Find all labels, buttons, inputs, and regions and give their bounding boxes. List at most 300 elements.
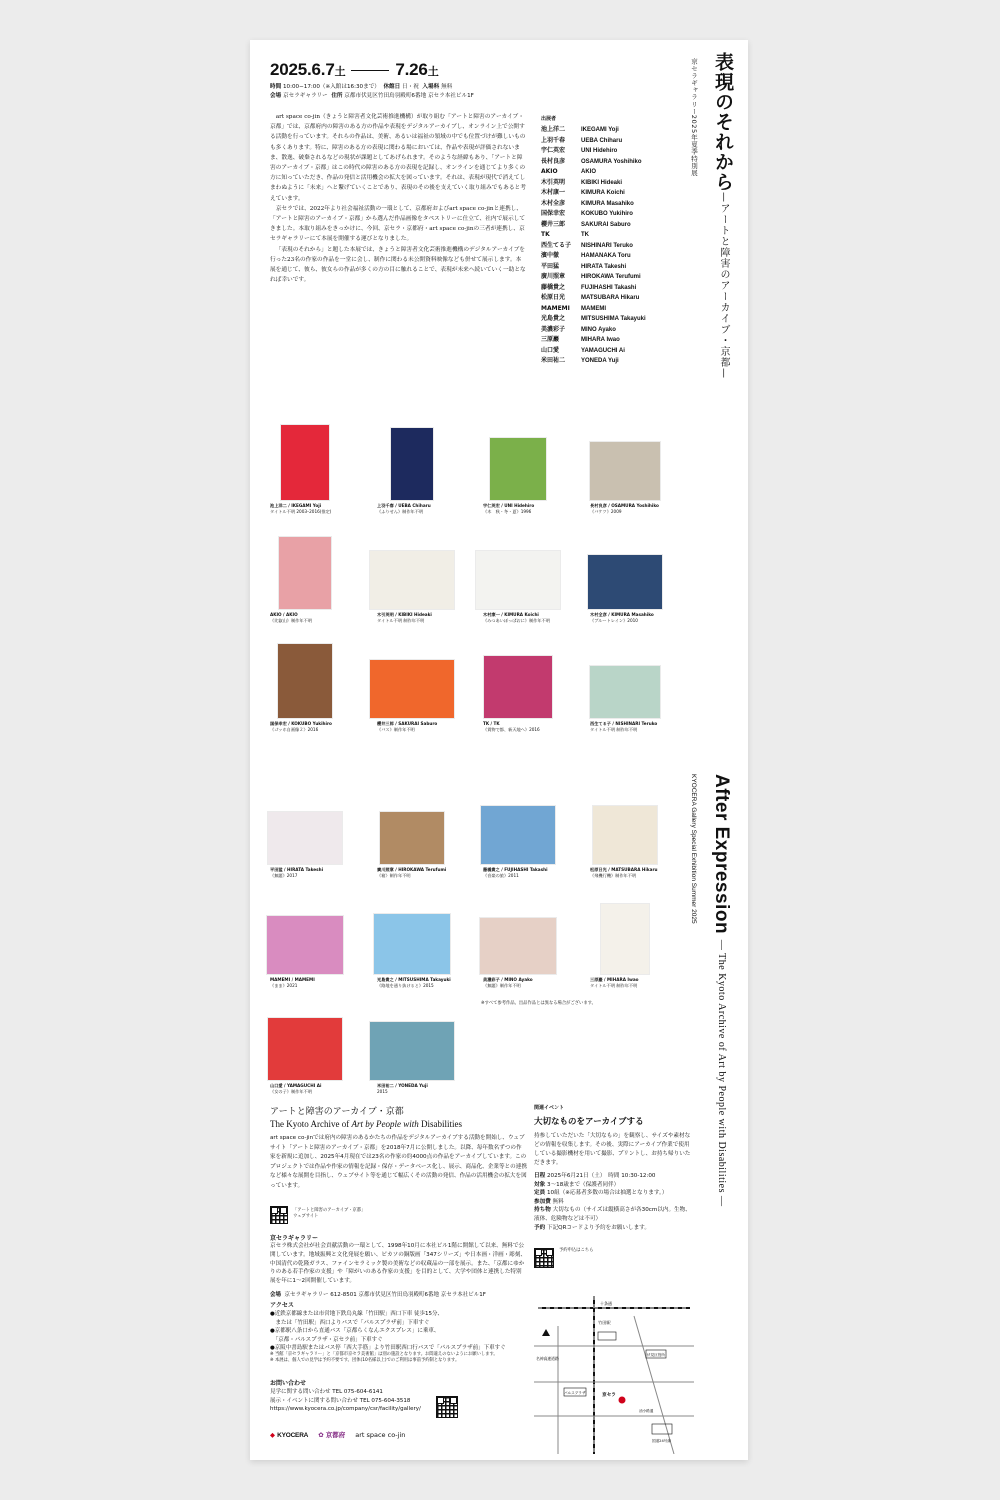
artwork-caption	[377, 977, 497, 988]
info-line-1	[270, 83, 452, 91]
artwork-card	[270, 418, 390, 514]
artist-row	[541, 241, 646, 252]
artist-row	[541, 262, 646, 273]
event-detail-value: 無料	[552, 1198, 564, 1205]
artist-row	[541, 325, 646, 336]
artwork-artist: 光島貴之 / MITSUSHIMA Takayuki	[377, 977, 451, 982]
artwork-caption	[483, 503, 603, 514]
event-title: 大切なものをアーカイブする	[534, 1117, 644, 1127]
event-detail-key: 定員	[534, 1190, 546, 1197]
artwork-artist: 平田猛 / HIRATA Takeshi	[270, 867, 324, 872]
artwork-image	[484, 656, 552, 718]
artwork-image	[490, 438, 546, 500]
archive-qr-caption-2: ウェブサイト	[293, 1213, 319, 1219]
artwork-title: タイトル不明 2003–2016(推定)	[270, 508, 332, 514]
access-section	[270, 1302, 530, 1364]
artist-name-en: KOKUBO Yukihiro	[581, 211, 633, 217]
closed-label: 休館日	[383, 84, 401, 90]
artist-name-en: NISHINARI Teruko	[581, 242, 633, 249]
archive-en-c: Disabilities	[418, 1119, 462, 1129]
address-label: 住所	[331, 93, 343, 99]
artwork-title: 《飛機行機》制作年不明	[590, 872, 637, 878]
artwork-card	[377, 636, 497, 732]
event-section	[534, 1104, 694, 1232]
kyotofu-mark-icon: ✿	[318, 1431, 324, 1439]
artwork-image	[268, 1018, 342, 1080]
artist-name-ja: 池上洋二	[541, 126, 566, 133]
archive-qr-caption	[293, 1208, 365, 1219]
artwork-artist: 宇仁英宏 / UNI Hidehiro	[483, 503, 535, 508]
artist-row	[541, 230, 646, 241]
title-en-kicker: KYOCERA Gallery Special Exhibition Summer 2025	[690, 774, 697, 924]
artwork-image	[481, 806, 555, 864]
dow-start: 土	[334, 66, 346, 78]
archive-heading-en	[270, 1119, 462, 1129]
artist-name-ja: 長村良彦	[541, 157, 566, 165]
artwork-caption	[483, 612, 603, 623]
artwork-image	[281, 425, 329, 500]
artwork-image	[601, 904, 649, 974]
artwork-caption	[590, 612, 710, 623]
artwork-card	[590, 782, 710, 878]
artwork-card	[377, 892, 497, 988]
artwork-artist: 藤橋貴之 / FUJIHASHI Takashi	[483, 867, 548, 872]
artwork-card	[483, 636, 603, 732]
artwork-artist: 木村全彦 / KIMURA Masahiko	[590, 612, 654, 617]
access-item: ●近鉄京都線または市営地下鉄烏丸線「竹田駅」西口下車 徒歩15分、	[270, 1311, 444, 1318]
map-label-jujo: 十条通	[600, 1301, 612, 1306]
artist-row	[541, 283, 646, 294]
event-detail-key: 日程	[534, 1173, 546, 1179]
gallery-venue-value: 京セラギャラリー 612-8501 京都市伏見区竹田鳥羽殿町6番地 京セラ本社ビル1F	[284, 1292, 486, 1298]
reference-note: ※すべて参考作品。出品作品とは異なる場合がございます。	[481, 1001, 596, 1006]
artwork-frame	[483, 892, 603, 974]
artwork-frame	[270, 892, 390, 974]
artwork-card	[270, 782, 390, 878]
event-detail-row	[534, 1224, 694, 1233]
artist-name-ja: 西生てる子	[541, 241, 572, 249]
artwork-image	[370, 551, 454, 609]
artists-list	[541, 125, 646, 367]
artist-name-en: MINO Ayako	[581, 326, 616, 333]
artwork-title: 《ゴッホ自画像２》2016	[270, 726, 319, 732]
artist-row	[541, 125, 646, 136]
intro-paragraph: art space co-jin（きょうと障害者文化芸術推進機構）が取り組む「アートと障害のアーカイブ・京都」では、京都府内の障害のある方の作品や表現をデジタルアーカイブし、オンライン上で公開する活動を行っています。それらの作品は、美術、あるいは福祉の領域の中でも位置づけが難しいものも多くあります。特に、障害のある方の表現に関わる場においては、作品や表現が評価されないまま、散逸、破棄されるなどの現状が課題としてあげられます。そのような経緯もあり、「アートと障害のアーカイブ・京都」はこの時代の障害のある方の表現を記録し、オンラインを通じてより多くの方に知っていただき、作品の発信と活用機会の拡大を図っています。それは、表現が現代で消えてしまわぬように「未来」へと繋げていくことであり、表現のその後を支えていく取り組みでもあると考えています。	[270, 114, 526, 202]
kyocera-mark-icon: ◆	[270, 1430, 275, 1439]
archive-qr-code[interactable]	[270, 1206, 288, 1224]
artwork-artist: 美濃彩子 / MINO Ayako	[483, 977, 533, 982]
artwork-caption	[483, 721, 603, 732]
artwork-card	[590, 636, 710, 732]
artwork-title: 《女の子》制作年不明	[270, 1088, 312, 1094]
intro-paragraph: 「表現のそれから」と題した本展では、きょうと障害者文化芸術推進機構のデジタルアーカイブを行った23名の作家の作品を一堂に会し、制作に関わる未公開資料映像なども併せて展示します。本展を通じて、彼ら、彼女らの作品が多くの方の目に触れることで、表現が未来へ続いていく一助となれば幸いです。	[270, 246, 526, 284]
artwork-artist: 松原日光 / MATSUBARA Hikaru	[590, 867, 658, 872]
artist-row	[541, 220, 646, 231]
artwork-artist: 木引英明 / KIBIKI Hideaki	[377, 612, 432, 617]
artwork-card	[483, 418, 603, 514]
artist-row	[541, 356, 646, 367]
artwork-title: タイトル不明 制作年不明	[590, 726, 638, 732]
artwork-image	[370, 1022, 454, 1080]
artwork-caption	[270, 721, 390, 732]
artwork-frame	[590, 636, 710, 718]
artwork-image	[476, 551, 560, 609]
artwork-title: 《無題》2017	[270, 872, 298, 878]
artwork-card	[377, 998, 497, 1094]
event-detail-value: 10組（※応募者多数の場合は抽選となります。）	[546, 1190, 668, 1197]
artwork-image	[593, 806, 657, 864]
event-detail-row	[534, 1181, 694, 1190]
artwork-frame	[590, 782, 710, 864]
artist-name-en: KIMURA Koichi	[581, 190, 625, 196]
fee-value: 無料	[440, 84, 453, 90]
artist-name-en: IKEGAMI Yoji	[581, 127, 619, 133]
artist-row	[541, 251, 646, 262]
artist-name-en: KIMURA Masahiko	[581, 200, 634, 207]
artist-row	[541, 346, 646, 357]
event-detail-row	[534, 1198, 694, 1207]
artist-name-ja: 三原巖	[541, 336, 560, 343]
event-qr-code[interactable]	[534, 1248, 554, 1268]
artwork-title: 《木 秋・冬・夏》1996	[483, 508, 532, 514]
artist-name-en: YONEDA Yuji	[581, 358, 619, 364]
artist-name-en: AKIO	[581, 169, 596, 175]
artwork-frame	[483, 782, 603, 864]
archive-en-a: The Kyoto Archive of	[270, 1119, 352, 1129]
artwork-title: タイトル不明 制作年不明	[590, 982, 638, 988]
artist-name-en: HIRATA Takeshi	[581, 263, 627, 270]
artist-name-ja: 木引英明	[541, 178, 566, 186]
artwork-image	[590, 442, 660, 500]
contact-line-1: 見学に関する問い合わせ TEL 075-604-6141	[270, 1389, 383, 1396]
artwork-caption	[270, 867, 390, 878]
archive-qr-caption-1: 「アートと障害のアーカイブ・京都」	[293, 1208, 366, 1213]
artwork-frame	[590, 418, 710, 500]
access-items	[270, 1310, 530, 1352]
artwork-caption	[590, 503, 710, 514]
artwork-caption	[377, 721, 497, 732]
artwork-image	[590, 666, 660, 718]
archive-heading: アートと障害のアーカイブ・京都	[270, 1107, 404, 1117]
artwork-title: 《路地を通り抜けると》2015	[377, 982, 434, 988]
artist-name-en: YAMAGUCHI Ai	[581, 347, 625, 354]
artwork-frame	[483, 636, 603, 718]
access-item: 「京都・パルスプラザ・京セラ前」下車すぐ	[270, 1336, 383, 1343]
event-detail-key: 持ち物	[534, 1207, 551, 1214]
artist-name-en: FUJIHASHI Takashi	[581, 284, 637, 291]
event-detail-key: 参加費	[534, 1198, 551, 1205]
artwork-image	[380, 812, 444, 864]
map-label-takeda: 竹田駅	[598, 1320, 611, 1325]
artist-row	[541, 178, 646, 189]
kyocera-logo-text: KYOCERA	[277, 1431, 309, 1439]
artwork-image	[480, 918, 556, 974]
artist-name-ja: 山口愛	[541, 346, 560, 354]
hours-value: 10:00−17:00（※入館は16:30まで）	[282, 84, 380, 90]
artwork-artist: 米田祐二 / YONEDA Yuji	[377, 1083, 428, 1088]
archive-body: art space co-jinでは府内の障害のあるかたちの作品をデジタルアーカイブする活動を開始し、ウェブサイト「アートと障害のアーカイブ・京都」を2018年7月に公開しました。以降、毎年数名ずつの作家を新規に追加し、2025年4月現在では23名の作家の約4000点の作品をアーカイブしています。このプロジェクトでは作品や作家の情報を記録・保存・データベース化し、展示、商品化、企業等との連携など様々な展開を目指し、ウェブサイト等を通じて幅広くその活動の発信、作品の活用機会の拡大を図っています。	[270, 1135, 527, 1189]
title-en-main: After Expression	[711, 774, 732, 935]
artwork-title: 《ブルートレイン》2010	[590, 617, 638, 623]
artwork-title: 《みつあいぼっぱおに》制作年不明	[483, 617, 550, 623]
event-detail-key: 対象	[534, 1181, 546, 1188]
map-label-meishin: 名神高速道路	[536, 1356, 559, 1361]
venue-value: 京セラギャラリー	[282, 93, 328, 99]
artist-name-en: TK	[581, 232, 589, 238]
artwork-title: 《箱》制作年不明	[377, 872, 411, 878]
artist-row	[541, 188, 646, 199]
map-venue-marker-icon	[619, 1397, 626, 1404]
event-detail-value: 2025年6月21日（土） 時間 10:30-12:00	[546, 1173, 656, 1179]
artwork-image	[267, 916, 343, 974]
artwork-caption	[270, 503, 390, 514]
artwork-artist: 西生てる子 / NISHINARI Teruko	[590, 721, 658, 726]
artwork-title: 《バケツ》2009	[590, 508, 622, 514]
artwork-caption	[270, 977, 390, 988]
artwork-frame	[377, 892, 497, 974]
kyocera-logo	[270, 1431, 308, 1439]
access-note: ※ 当館「京セラギャラリー」と「京都市京セラ美術館」は別の施設となります。お間違えのないようにお願いします。	[270, 1352, 498, 1358]
event-detail-row	[534, 1189, 694, 1198]
title-ja	[710, 52, 737, 379]
title-ja-main: 表現のそれから	[712, 52, 734, 192]
artwork-caption	[483, 977, 603, 988]
artist-name-en: MAMEMI	[581, 305, 606, 312]
artists-heading: 出展者	[541, 116, 557, 122]
map-label-ward: 伏見区役所	[647, 1353, 665, 1357]
artist-row	[541, 314, 646, 325]
artwork-artist: TK / TK	[483, 721, 500, 726]
kyotofu-logo	[318, 1430, 345, 1439]
artwork-card	[483, 527, 603, 623]
artist-name-ja: AKIO	[541, 168, 558, 175]
event-qr-caption: 予約申込はこちら	[559, 1248, 594, 1253]
artist-name-ja: 美濃彩子	[541, 325, 566, 333]
dow-end: 土	[427, 66, 439, 78]
date-dash	[351, 70, 389, 71]
artwork-card	[483, 782, 603, 878]
map-label-kyocera: 京セラ	[602, 1393, 616, 1398]
artwork-title: 《バス》制作年不明	[377, 726, 415, 732]
artist-name-ja: 平田猛	[541, 262, 560, 270]
contact-qr-code[interactable]	[436, 1396, 458, 1418]
event-detail-value: 下記QRコードより予約をお願いします。	[546, 1224, 650, 1231]
event-label: 関連イベント	[534, 1105, 565, 1111]
artist-name-ja: MAMEMI	[541, 304, 570, 312]
artwork-artist: 上羽千春 / UEBA Chiharu	[377, 503, 431, 508]
artwork-image	[278, 644, 332, 718]
artist-row	[541, 157, 646, 168]
artist-name-en: SAKURAI Saburo	[581, 221, 631, 228]
artwork-artist: 池上洋二 / IKEGAMI Yoji	[270, 503, 322, 508]
artwork-title: 《音楽の旅》2011	[483, 872, 519, 878]
artwork-caption	[377, 867, 497, 878]
artwork-frame	[590, 527, 710, 609]
access-heading: アクセス	[270, 1302, 294, 1309]
artist-name-en: MATSUBARA Hikaru	[581, 295, 640, 301]
access-map	[534, 1296, 694, 1454]
artwork-title: 2015	[377, 1088, 388, 1094]
artist-name-en: HIROKAWA Terufumi	[581, 274, 641, 280]
hours-label: 時間	[270, 84, 282, 90]
contact-heading: お問い合わせ	[270, 1380, 307, 1387]
event-detail-value: 3〜18歳まで（保護者同伴）	[546, 1181, 620, 1188]
artwork-artist: 長村良彦 / OSAMURA Yoshihiko	[590, 503, 659, 508]
artist-name-en: OSAMURA Yoshihiko	[581, 158, 642, 165]
event-details	[534, 1172, 694, 1232]
artwork-title: 《ふりせん》制作年不明	[377, 508, 424, 514]
contact-line-2: 展示・イベントに関する問い合わせ TEL 075-604-3518	[270, 1397, 411, 1404]
artwork-caption	[377, 612, 497, 623]
artist-row	[541, 146, 646, 157]
logos	[270, 1430, 405, 1439]
artwork-artist: MAMEMI / MAMEMI	[270, 977, 315, 982]
artwork-title: 《比叡山》制作年不明	[270, 617, 312, 623]
artwork-title: 《まま》2021	[270, 982, 298, 988]
artwork-frame	[483, 527, 603, 609]
venue-label: 会場	[270, 93, 282, 99]
artwork-artist: 山口愛 / YAMAGUCHI Ai	[270, 1083, 322, 1088]
date-end: 7.26	[395, 60, 428, 79]
artwork-artist: 櫻井三郎 / SAKURAI Saburo	[377, 721, 438, 726]
exhibition-poster	[250, 40, 748, 1460]
map-label-abura: 油小路通	[639, 1409, 654, 1413]
gallery-venue-label: 会場	[270, 1292, 282, 1298]
artist-row	[541, 136, 646, 147]
artwork-caption	[590, 721, 710, 732]
artwork-card	[483, 892, 603, 988]
artwork-card	[590, 527, 710, 623]
access-item: ●京都駅八条口から直通バス「京都らくなんエクスプレス」に乗車、	[270, 1328, 440, 1335]
artwork-frame	[377, 418, 497, 500]
artwork-frame	[483, 418, 603, 500]
event-detail-value: 大切なもの（サイズは縦横高さが各30cm以内。生物、液体、危険物などは不可）	[534, 1207, 691, 1222]
artwork-title: 《無題》制作年不明	[483, 982, 521, 988]
artwork-artist: AKIO / AKIO	[270, 612, 298, 617]
artwork-frame	[377, 636, 497, 718]
artist-name-ja: 藤橋貴之	[541, 283, 566, 291]
artist-name-ja: TK	[541, 231, 550, 238]
artwork-caption	[270, 612, 390, 623]
artist-name-en: UEBA Chiharu	[581, 137, 623, 144]
artwork-title: タイトル不明 制作年不明	[377, 617, 425, 623]
artwork-image	[374, 914, 450, 974]
artist-name-ja: 米田祐二	[541, 357, 566, 364]
artist-name-ja: 木村康一	[541, 189, 566, 196]
artwork-image	[370, 660, 454, 718]
artwork-frame	[270, 782, 390, 864]
event-description: 持参していただいた「大切なもの」を観察し、サイズや素材などの情報を収集します。その後、実際にアーカイブ作業で使用している撮影機材を用いて撮影、プリントし、お持ち帰りいただきます。	[534, 1133, 691, 1166]
artist-name-ja: 国保幸宏	[541, 210, 566, 217]
exhibition-dates	[270, 60, 439, 80]
artwork-card	[270, 892, 390, 988]
title-en-sub: — The Kyoto Archive of Art by People with Disabilities —	[716, 939, 727, 1207]
artist-name-ja: 松原日光	[541, 294, 566, 301]
artist-name-en: MIHARA Iwao	[581, 337, 620, 343]
artist-name-en: UNI Hidehiro	[581, 148, 618, 154]
artwork-card	[590, 418, 710, 514]
gallery-venue	[270, 1290, 486, 1298]
artist-row	[541, 335, 646, 346]
access-note: ※ 本展は、個人での見学は予約不要です。団体(10名様以上)でのご利用は事前予約制となります。	[270, 1358, 460, 1364]
artwork-card	[590, 892, 710, 988]
artwork-caption	[590, 867, 710, 878]
artwork-card	[377, 782, 497, 878]
artist-name-ja: 濱中徹	[541, 252, 560, 259]
title-en	[710, 774, 732, 1207]
intro-paragraph: 京セラでは、2022年より社会福祉活動の一環として、京都府およびart space co-jinと連携し、「アートと障害のアーカイブ・京都」から選んだ作品画像をタペストリーに仕立て、社内で展示してきました。本取り組みをきっかけに、今回、京セラ・京都府・art space co-jinの三者が連携し、京セラギャラリーにて本展を開催する運びとなりました。	[270, 205, 526, 243]
artist-name-ja: 宇仁英宏	[541, 147, 566, 154]
event-detail-row	[534, 1206, 694, 1223]
artist-row	[541, 209, 646, 220]
fee-label: 入場料	[422, 84, 440, 90]
artist-row	[541, 293, 646, 304]
artwork-image	[588, 555, 662, 609]
artwork-artist: 三原巖 / MIHARA Iwao	[590, 977, 639, 982]
artist-row	[541, 167, 646, 178]
artwork-caption	[483, 867, 603, 878]
artwork-image	[268, 812, 342, 864]
artwork-artist: 木村康一 / KIMURA Koichi	[483, 612, 539, 617]
artwork-image	[279, 537, 331, 609]
artwork-artist: 廣川照章 / HIROKAWA Terufumi	[377, 867, 447, 872]
artist-name-ja: 廣川照章	[541, 273, 566, 280]
kyotofu-logo-text: 京都府	[325, 1431, 346, 1439]
cojin-logo: art space co-jin	[355, 1430, 406, 1439]
artwork-frame	[377, 782, 497, 864]
artist-row	[541, 304, 646, 315]
access-item: または「竹田駅」西口よりバスで「パルスプラザ前」下車すぐ	[270, 1319, 430, 1326]
artwork-title: 《貨物で都、新天地へ》2016	[483, 726, 540, 732]
access-item: ●京阪中書島駅またはバス停「西大手筋」より竹田駅西口行バスで「パルスプラザ前」下車すぐ	[270, 1345, 506, 1352]
artist-name-ja: 木村全彦	[541, 199, 566, 207]
artist-name-en: HAMANAKA Toru	[581, 253, 631, 259]
map-label-r24: 国道24号線	[652, 1439, 671, 1443]
info-line-2	[270, 92, 474, 100]
contact-url[interactable]: https://www.kyocera.co.jp/company/csr/facility/gallery/	[270, 1406, 421, 1413]
access-notes	[270, 1352, 530, 1363]
archive-en-b: Art by People with	[351, 1119, 419, 1129]
artwork-caption	[377, 503, 497, 514]
gallery-body: 京セラ株式会社が社会貢献活動の一環として、1998年10月に本社ビル1階に開館して以来、無料で公開しています。地域振興と文化発展を願い、ピカソの銅版画「347シリーズ」や日本画・洋画・彫刻、中国清代の乾隆ガラス、ファインセラミック製の美術などの収蔵品の一部を展示。また、「京都にゆかりのある若手作家の支援」や「障がいのある作家の支援」を目的として、大学や団体と連携した特別展を年に1〜2回開催しています。	[270, 1243, 527, 1285]
artwork-caption	[590, 977, 710, 988]
artist-name-ja: 上羽千春	[541, 136, 566, 144]
title-ja-sub: —アートと障害のアーカイブ・京都—	[718, 192, 729, 379]
date-start: 2025.6.7	[270, 60, 335, 79]
artist-name-ja: 光島貴之	[541, 315, 566, 322]
artist-row	[541, 199, 646, 210]
artwork-frame	[270, 418, 390, 500]
address-value: 京都市伏見区竹田鳥羽殿町6番地 京セラ本社ビル1F	[344, 93, 474, 99]
intro-text	[270, 112, 527, 285]
artwork-image	[391, 428, 433, 500]
artwork-card	[377, 418, 497, 514]
gallery-section	[270, 1233, 527, 1286]
map-label-pulse: パルスプラザ	[564, 1391, 586, 1395]
artist-name-ja: 櫻井三郎	[541, 220, 566, 228]
artwork-caption	[270, 1083, 390, 1094]
artist-name-en: MITSUSHIMA Takayuki	[581, 316, 646, 322]
event-detail-key: 予約	[534, 1224, 546, 1231]
event-detail-row	[534, 1172, 694, 1181]
title-ja-kicker: 京セラギャラリー2025年夏季特別展	[690, 58, 698, 177]
artwork-frame	[590, 892, 710, 974]
artist-row	[541, 272, 646, 283]
gallery-heading: 京セラギャラリー	[270, 1235, 319, 1242]
artwork-artist: 国保幸宏 / KOKUBO Yukihiro	[270, 721, 332, 726]
artist-name-en: KIBIKI Hideaki	[581, 179, 623, 186]
artwork-caption	[377, 1083, 497, 1094]
